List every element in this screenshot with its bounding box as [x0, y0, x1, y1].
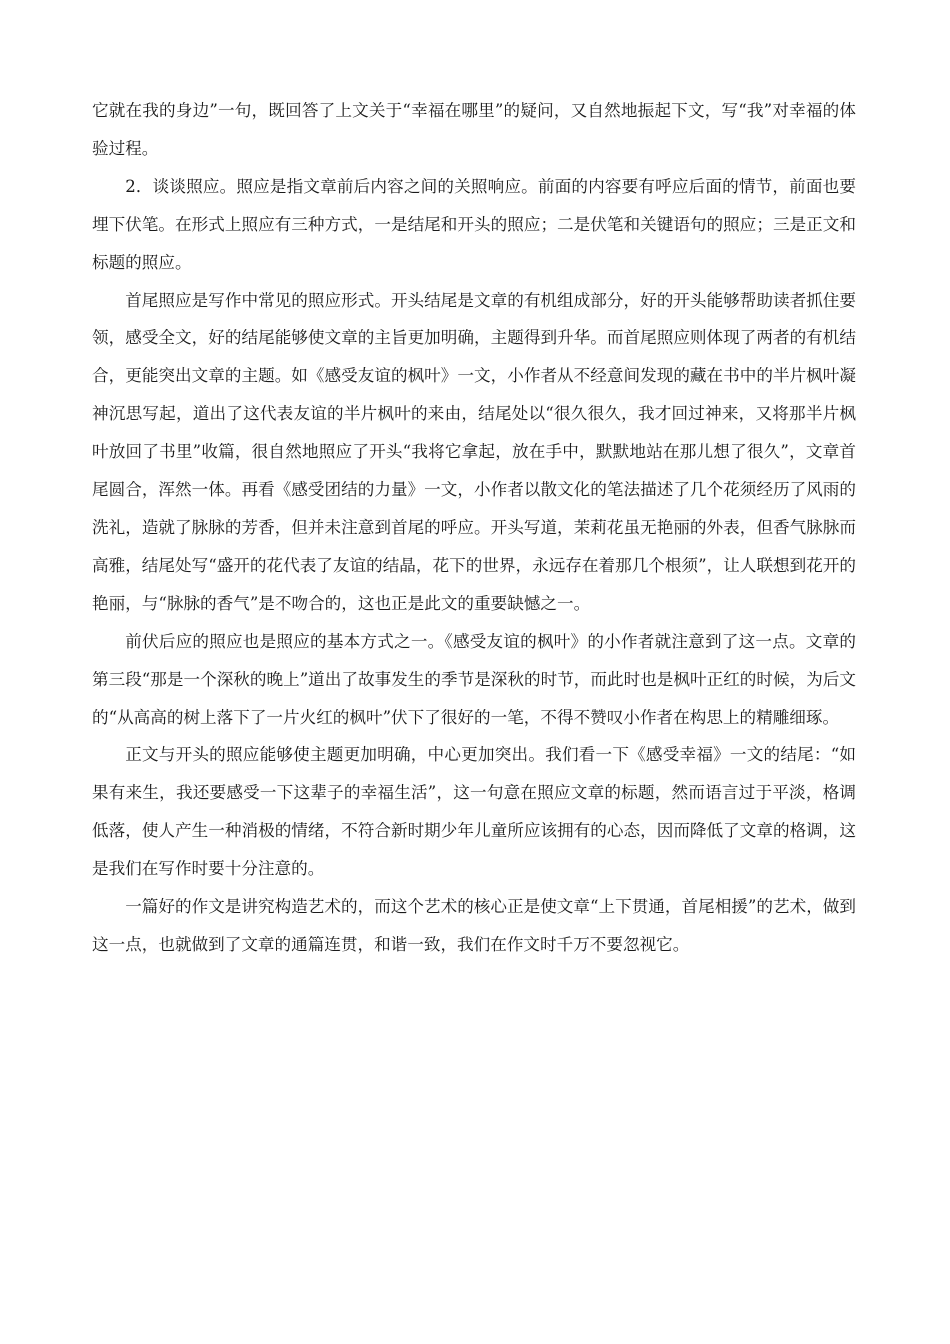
paragraph-head-tail-echo: 首尾照应是写作中常见的照应形式。开头结尾是文章的有机组成部分，好的开头能够帮助读者抓住要领，感受全文，好的结尾能够使文章的主旨更加明确，主题得到升华。而首尾照应则体现了两者的有机结合，更能突出文章的主题。如《感受友谊的枫叶》一文，小作者从不经意间发现的藏在书中的半片枫叶凝神沉思写起，道出了这代表友谊的半片枫叶的来由，结尾处以“很久很久，我才回过神来，又将那半片枫叶放回了书里”收篇，很自然地照应了开头“我将它拿起，放在手中，默默地站在那儿想了很久”，文章首尾圆合，浑然一体。再看《感受团结的力量》一文，小作者以散文化的笔法描述了几个花须经历了风雨的洗礼，造就了脉脉的芳香，但并未注意到首尾的呼应。开头写道，茉莉花虽无艳丽的外表，但香气脉脉而高雅，结尾处写“盛开的花代表了友谊的结晶，花下的世界，永远存在着那几个根须”，让人联想到花开的艳丽，与“脉脉的香气”是不吻合的，这也正是此文的重要缺憾之一。 [92, 290, 856, 613]
paragraph-conclusion: 一篇好的作文是讲究构造艺术的，而这个艺术的核心正是使文章“上下贯通，首尾相援”的艺术，做到这一点，也就做到了文章的通篇连贯，和谐一致，我们在作文时千万不要忽视它。 [92, 897, 856, 954]
paragraph-continuation: 它就在我的身边”一句，既回答了上文关于“幸福在哪里”的疑问，又自然地振起下文，写“我”对幸福的体验过程。 [92, 101, 856, 158]
document-body [92, 92, 856, 964]
paragraph-discuss-echo: 2．谈谈照应。照应是指文章前后内容之间的关照响应。前面的内容要有呼应后面的情节，前面也要埋下伏笔。在形式上照应有三种方式，一是结尾和开头的照应；二是伏笔和关键语句的照应；三是正文和标题的照应。 [92, 176, 856, 272]
paragraph-foreshadow-echo: 前伏后应的照应也是照应的基本方式之一。《感受友谊的枫叶》的小作者就注意到了这一点。文章的第三段“那是一个深秋的晚上”道出了故事发生的季节是深秋的时节，而此时也是枫叶正红的时候，为后文的“从高高的树上落下了一片火红的枫叶”伏下了很好的一笔，不得不赞叹小作者在构思上的精雕细琢。 [92, 631, 856, 727]
paragraph-body-title-echo: 正文与开头的照应能够使主题更加明确，中心更加突出。我们看一下《感受幸福》一文的结尾：“如果有来生，我还要感受一下这辈子的幸福生活”，这一句意在照应文章的标题，然而语言过于平淡，格调低落，使人产生一种消极的情绪，不符合新时期少年儿童所应该拥有的心态，因而降低了文章的格调，这是我们在写作时要十分注意的。 [92, 745, 856, 879]
